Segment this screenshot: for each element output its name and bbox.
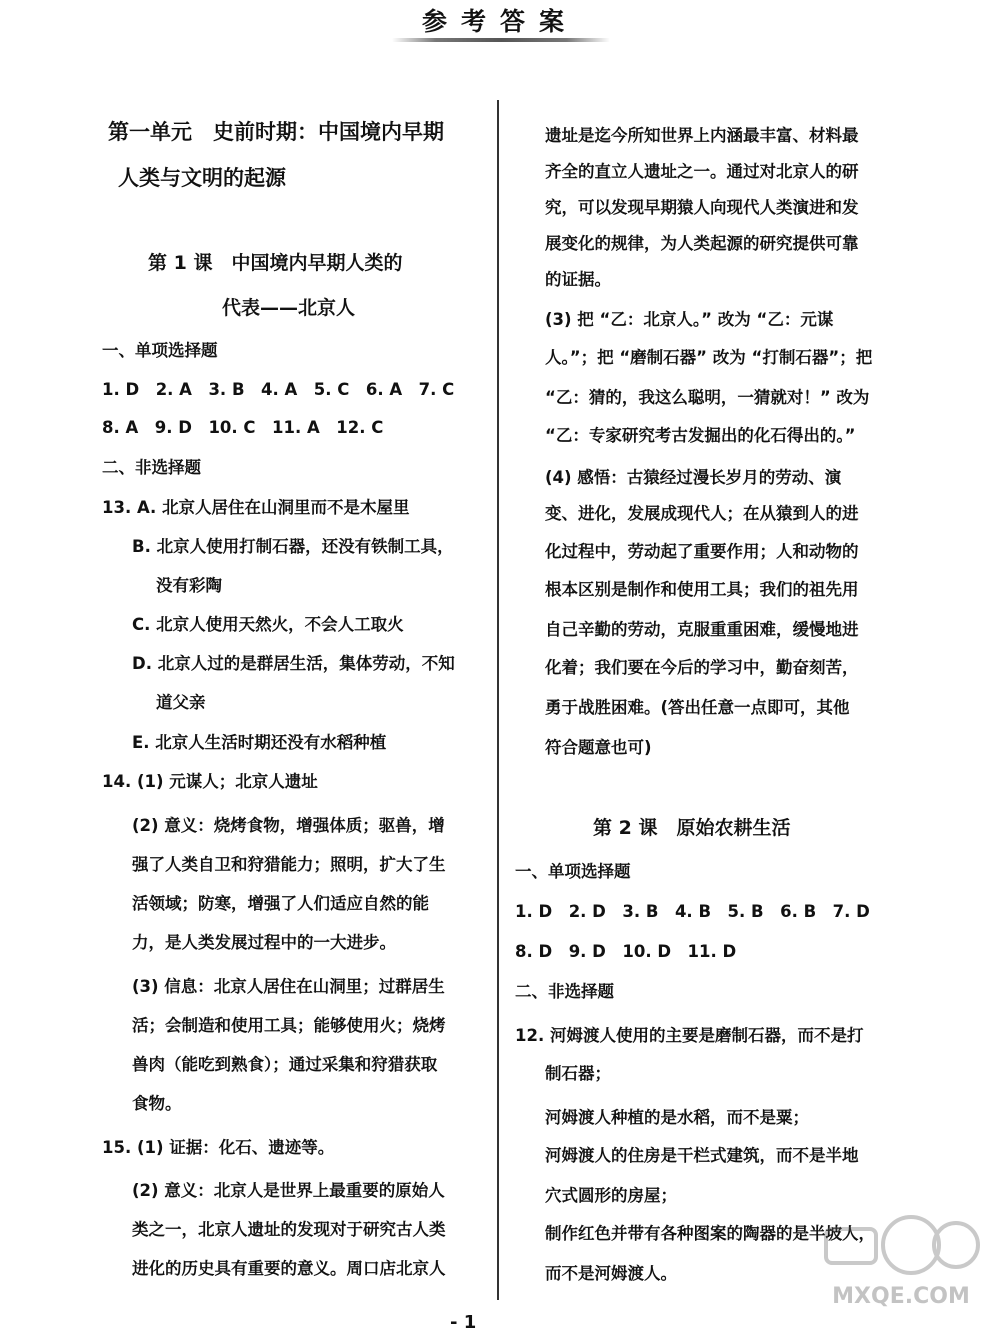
q13-option-b-line1: B. 北京人使用打制石器，还没有铁制工具， — [132, 537, 454, 556]
right-text-line13: 根本区别是制作和使用工具；我们的祖先用 — [545, 580, 859, 599]
mcq2-answers-line1: 1. D 2. D 3. B 4. B 5. B 6. B 7. D — [515, 902, 870, 921]
page-number: - 1 — [450, 1312, 477, 1333]
unit-title-line2: 人类与文明的起源 — [118, 166, 286, 190]
q12-line5: 穴式圆形的房屋； — [545, 1186, 677, 1205]
q14-part3-line4: 食物。 — [132, 1094, 182, 1113]
right-text-line8: “乙：猜的，我这么聪明，一猜就对！” 改为 — [545, 388, 870, 407]
lesson1-title-line2: 代表——北京人 — [222, 297, 356, 319]
q13-option-d-line2: 道父亲 — [156, 693, 206, 712]
right-text-line2: 齐全的直立人遗址之一。通过对北京人的研 — [545, 162, 859, 181]
section-heading-non-mcq: 二、非选择题 — [102, 458, 201, 477]
section-heading-mcq-2: 一、单项选择题 — [515, 862, 631, 881]
watermark-text: MXQE.COM — [832, 1284, 970, 1309]
q12-line3: 河姆渡人种植的是水稻，而不是粟； — [545, 1108, 809, 1127]
q14-part3-line1: (3) 信息：北京人居住在山洞里；过群居生 — [132, 977, 445, 996]
q15-part1: 15. (1) 证据：化石、遗迹等。 — [102, 1138, 335, 1157]
right-text-line9: “乙：专家研究考古发掘出的化石得出的。” — [545, 426, 856, 445]
page-header-title: 参考答案 — [421, 7, 578, 36]
right-text-line5: 的证据。 — [545, 270, 611, 289]
column-divider — [497, 100, 499, 1300]
unit-title-line1: 第一单元 史前时期：中国境内早期 — [108, 120, 444, 144]
q15-part2-line1: (2) 意义：北京人是世界上最重要的原始人 — [132, 1181, 445, 1200]
q12-line4: 河姆渡人的住房是干栏式建筑，而不是半地 — [545, 1146, 859, 1165]
q12-line1: 12. 河姆渡人使用的主要是磨制石器，而不是打 — [515, 1026, 864, 1045]
q13-option-e: E. 北京人生活时期还没有水稻种植 — [132, 733, 387, 752]
q14-part2-line3: 活领域；防寒，增强了人们适应自然的能 — [132, 894, 429, 913]
right-text-line10: (4) 感悟：古猿经过漫长岁月的劳动、演 — [545, 468, 842, 487]
mcq-answers-line2: 8. A 9. D 10. C 11. A 12. C — [102, 418, 384, 437]
right-text-line3: 究，可以发现早期猿人向现代人类演进和发 — [545, 198, 859, 217]
lesson1-title-line1: 第 1 课 中国境内早期人类的 — [148, 252, 403, 274]
q13-option-d-line1: D. 北京人过的是群居生活，集体劳动，不知 — [132, 654, 455, 673]
q14-part3-line2: 活；会制造和使用工具；能够使用火；烧烤 — [132, 1016, 446, 1035]
q14-part3-line3: 兽肉（能吃到熟食）；通过采集和狩猎获取 — [132, 1055, 438, 1074]
right-text-line7: 人。”；把 “磨制石器” 改为 “打制石器”；把 — [545, 348, 873, 367]
right-text-line1: 遗址是迄今所知世界上内涵最丰富、材料最 — [545, 126, 859, 145]
right-text-line14: 自己辛勤的劳动，克服重重困难，缓慢地进 — [545, 620, 859, 639]
q13-option-c: C. 北京人使用天然火，不会人工取火 — [132, 615, 404, 634]
watermark-logo — [816, 1211, 986, 1311]
q13-option-a: 13. A. 北京人居住在山洞里而不是木屋里 — [102, 498, 410, 517]
section-heading-mcq: 一、单项选择题 — [102, 341, 218, 360]
header-divider — [392, 38, 610, 42]
q12-line7: 而不是河姆渡人。 — [545, 1264, 677, 1283]
mcq2-answers-line2: 8. D 9. D 10. D 11. D — [515, 942, 737, 961]
right-text-line15: 化着；我们要在今后的学习中，勤奋刻苦， — [545, 658, 859, 677]
right-text-line17: 符合题意也可) — [545, 738, 652, 757]
q12-line6: 制作红色并带有各种图案的陶器的是半坡人， — [545, 1224, 875, 1243]
q14-part2-line4: 力，是人类发展过程中的一大进步。 — [132, 933, 396, 952]
mcq-answers-line1: 1. D 2. A 3. B 4. A 5. C 6. A 7. C — [102, 380, 455, 399]
right-text-line4: 展变化的规律，为人类起源的研究提供可靠 — [545, 234, 859, 253]
right-text-line16: 勇于战胜困难。(答出任意一点即可，其他 — [545, 698, 850, 717]
right-text-line6: (3) 把 “乙：北京人。” 改为 “乙：元谋 — [545, 310, 834, 329]
right-text-line11: 变、进化，发展成现代人；在从猿到人的进 — [545, 504, 859, 523]
q12-line2: 制石器； — [545, 1064, 611, 1083]
q15-part2-line2: 类之一，北京人遗址的发现对于研究古人类 — [132, 1220, 446, 1239]
right-text-line12: 化过程中，劳动起了重要作用；人和动物的 — [545, 542, 859, 561]
q15-part2-line3: 进化的历史具有重要的意义。周口店北京人 — [132, 1259, 446, 1278]
q14-part2-line2: 强了人类自卫和狩猎能力；照明，扩大了生 — [132, 855, 446, 874]
q13-option-b-line2: 没有彩陶 — [156, 576, 222, 595]
section-heading-non-mcq-2: 二、非选择题 — [515, 982, 614, 1001]
q14-part1: 14. (1) 元谋人；北京人遗址 — [102, 772, 318, 791]
q14-part2-line1: (2) 意义：烧烤食物，增强体质；驱兽，增 — [132, 816, 445, 835]
lesson2-title: 第 2 课 原始农耕生活 — [593, 817, 791, 839]
